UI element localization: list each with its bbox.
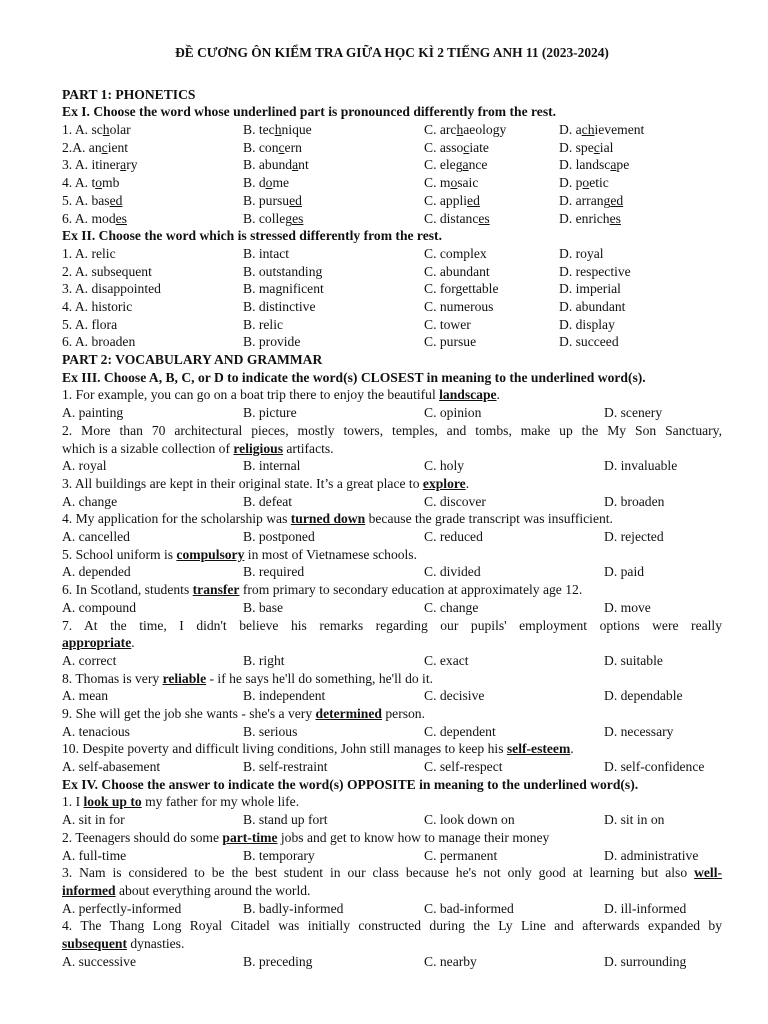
ex1-q3-option-d[interactable]: D. landscape [559,157,630,173]
ex2-q5-option-d[interactable]: D. display [559,316,615,332]
ex2-q6-options [62,333,722,351]
ex4-question-1: 1. I look up to my father for my whole life. [62,794,300,810]
ex4-q3-options [62,900,722,918]
ex3-q5-options [62,563,722,581]
ex4-q4-option-c[interactable]: C. nearby [424,953,477,969]
ex3-q5-option-a[interactable]: A. depended [62,564,131,580]
ex4-question-4-cont: subsequent dynasties. [62,936,185,952]
ex3-q10-options [62,758,722,776]
ex2-q1-option-a[interactable]: 1. A. relic [62,245,116,261]
ex2-q1-option-d[interactable]: D. royal [559,245,604,261]
ex2-q6-option-b[interactable]: B. provide [243,334,301,350]
document-page [62,44,722,970]
ex3-q3-option-c[interactable]: C. discover [424,493,486,509]
ex3-question-9: 9. She will get the job she wants - she's a very determined person. [62,706,426,721]
ex1-q5-options [62,192,722,210]
ex2-q3-options [62,280,722,298]
ex3-q3-options [62,493,722,511]
ex2-q2-option-d[interactable]: D. respective [559,263,631,279]
ex2-rows [62,245,722,351]
ex3-q8-option-d[interactable]: D. dependable [604,688,683,704]
ex1-q5-option-c[interactable]: C. applied [424,192,480,208]
ex3-q5-option-d[interactable]: D. paid [604,564,645,580]
ex3-items [62,386,722,775]
ex3-q8-option-a[interactable]: A. mean [62,688,109,704]
ex1-q4-option-a[interactable]: 4. A. tomb [62,175,120,191]
ex1-q3-option-c[interactable]: C. elegance [424,157,488,173]
ex3-question-8: 8. Thomas is very reliable - if he says he'll do something, he'll do it. [62,670,434,686]
ex4-heading: Ex IV. Choose the answer to indicate the word(s) OPPOSITE in meaning to the underlined word(s). [62,776,639,792]
ex3-q10-option-d[interactable]: D. self-confidence [604,759,705,775]
ex2-q6-option-d[interactable]: D. succeed [559,334,619,350]
ex3-question-2-cont: which is a sizable collection of religious artifacts. [62,440,334,456]
ex1-q4-option-b[interactable]: B. dome [243,175,290,191]
ex2-q4-options [62,298,722,316]
ex3-q10-option-b[interactable]: B. self-restraint [243,759,328,775]
ex2-q4-option-b[interactable]: B. distinctive [243,299,316,314]
ex3-q6-options [62,599,722,617]
ex1-q3-option-a[interactable]: 3. A. itinerary [62,157,138,173]
ex4-q2-option-b[interactable]: B. temporary [243,847,315,863]
ex4-q4-option-a[interactable]: A. successive [62,953,136,969]
ex2-q1-option-b[interactable]: B. intact [243,245,290,261]
ex3-question-3: 3. All buildings are kept in their original state. It’s a great place to explore. [62,475,470,491]
ex2-q3-option-a[interactable]: 3. A. disappointed [62,281,161,297]
ex4-items [62,793,722,970]
ex2-q5-option-c[interactable]: C. tower [424,316,471,332]
ex3-question-4: 4. My application for the scholarship was turned down because the grade transcript was insufficient. [62,511,613,527]
ex2-q2-options [62,263,722,281]
ex4-q4-option-d[interactable]: D. surrounding [604,953,687,969]
ex1-q2-option-b[interactable]: B. concern [243,139,302,155]
ex1-q1-option-a[interactable]: 1. A. scholar [62,122,131,138]
ex3-q1-option-b[interactable]: B. picture [243,405,297,421]
ex3-q2-option-a[interactable]: A. royal [62,458,107,474]
ex1-heading: Ex I. Choose the word whose underlined part is pronounced differently from the rest. [62,104,557,120]
ex3-q4-option-c[interactable]: C. reduced [424,529,483,545]
ex3-q8-option-b[interactable]: B. independent [243,688,326,704]
ex3-q5-option-c[interactable]: C. divided [424,564,481,580]
ex2-q5-option-b[interactable]: B. relic [243,316,284,332]
ex3-q10-option-a[interactable]: A. self-abasement [62,759,161,775]
ex3-q1-option-a[interactable]: A. painting [62,405,124,421]
ex3-q4-option-b[interactable]: B. postponed [243,529,315,545]
part2-heading: PART 2: VOCABULARY AND GRAMMAR [62,352,323,368]
ex3-heading: Ex III. Choose A, B, C, or D to indicate the word(s) CLOSEST in meaning to the underlined word(s). [62,369,646,385]
ex4-q1-options [62,811,722,829]
ex4-q3-option-b[interactable]: B. badly-informed [243,900,344,916]
ex3-q6-option-a[interactable]: A. compound [62,599,137,615]
ex3-question-6: 6. In Scotland, students transfer from primary to secondary education at approximately age 12. [62,582,583,598]
ex4-q2-option-a[interactable]: A. full-time [62,847,127,863]
ex1-q6-option-d[interactable]: D. enriches [559,210,621,226]
ex4-q1-option-c[interactable]: C. look down on [424,812,515,828]
ex3-q4-option-d[interactable]: D. rejected [604,529,664,545]
ex4-q4-options [62,953,722,971]
ex3-q3-option-a[interactable]: A. change [62,493,118,509]
ex3-q1-option-c[interactable]: C. opinion [424,405,482,421]
ex3-q1-options [62,404,722,422]
ex1-q3-options [62,156,722,174]
ex3-q7-options [62,652,722,670]
ex3-q8-options [62,687,722,705]
ex2-q5-options [62,316,722,334]
ex2-q2-option-c[interactable]: C. abundant [424,263,490,279]
ex3-q8-option-c[interactable]: C. decisive [424,688,485,704]
ex4-q4-option-b[interactable]: B. preceding [243,953,313,969]
ex1-q4-option-c[interactable]: C. mosaic [424,175,479,191]
ex1-q5-option-a[interactable]: 5. A. based [62,192,123,208]
ex3-q9-option-c[interactable]: C. dependent [424,723,496,739]
ex3-q7-option-c[interactable]: C. exact [424,652,469,668]
ex3-q1-option-d[interactable]: D. scenery [604,405,663,421]
ex1-q3-option-b[interactable]: B. abundant [243,157,309,173]
ex4-question-3: 3. Nam is considered to be the best student in our class because he's not only good at learning but also well- [62,865,722,881]
ex3-q4-options [62,528,722,546]
ex3-q2-options [62,457,722,475]
ex1-q1-option-b[interactable]: B. technique [243,122,312,138]
ex4-q1-option-a[interactable]: A. sit in for [62,812,125,828]
ex3-q7-option-a[interactable]: A. correct [62,652,117,668]
ex1-q4-option-d[interactable]: D. poetic [559,175,609,191]
ex1-q5-option-d[interactable]: D. arranged [559,192,624,208]
ex1-q6-options [62,210,722,228]
ex1-q6-option-c[interactable]: C. distances [424,210,490,226]
ex3-question-7: 7. At the time, I didn't believe his remarks regarding our pupils' employment options were really [62,617,722,633]
document-title: ĐỀ CƯƠNG ÔN KIỂM TRA GIỮA HỌC KÌ 2 TIẾNG ANH 11 (2023-2024) [175,45,609,60]
ex2-q4-option-a[interactable]: 4. A. historic [62,299,133,314]
ex4-q1-option-d[interactable]: D. sit in on [604,812,665,828]
ex3-question-2: 2. More than 70 architectural pieces, mostly towers, temples, and tombs, make up the My Son Sanctuary, [62,422,722,438]
ex3-q2-option-d[interactable]: D. invaluable [604,458,678,474]
ex3-q5-option-b[interactable]: B. required [243,564,305,580]
ex2-q4-option-c[interactable]: C. numerous [424,299,494,314]
ex2-heading: Ex II. Choose the word which is stressed differently from the rest. [62,228,442,244]
part1-heading: PART 1: PHONETICS [62,86,196,102]
ex1-q1-options [62,121,722,139]
ex3-q6-option-b[interactable]: B. base [243,599,284,615]
ex3-q9-option-a[interactable]: A. tenacious [62,723,130,739]
ex1-q2-option-a[interactable]: 2.A. ancient [62,139,129,155]
ex2-q4-option-d[interactable]: D. abundant [559,299,626,314]
ex2-q1-options [62,245,722,263]
ex1-q2-options [62,139,722,157]
ex3-question-1: 1. For example, you can go on a boat trip there to enjoy the beautiful landscape. [62,387,500,403]
ex3-question-5: 5. School uniform is compulsory in most of Vietnamese schools. [62,546,418,562]
ex3-q3-option-d[interactable]: D. broaden [604,493,665,509]
ex3-question-10: 10. Despite poverty and difficult living conditions, John still manages to keep his self-esteem. [62,741,574,757]
ex1-q2-option-d[interactable]: D. special [559,139,614,155]
ex1-rows [62,121,722,227]
ex4-question-3-cont: informed about everything around the world. [62,882,311,898]
ex1-q4-options [62,174,722,192]
ex2-q3-option-b[interactable]: B. magnificent [243,281,324,297]
ex3-q7-option-b[interactable]: B. right [243,652,285,668]
ex2-q2-option-b[interactable]: B. outstanding [243,263,323,279]
ex2-q2-option-a[interactable]: 2. A. subsequent [62,263,152,279]
ex3-question-7-cont: appropriate. [62,635,135,651]
ex3-q7-option-d[interactable]: D. suitable [604,652,663,668]
ex3-q6-option-d[interactable]: D. move [604,599,651,615]
ex3-q6-option-c[interactable]: C. change [424,599,479,615]
ex3-q9-option-b[interactable]: B. serious [243,723,298,739]
ex1-q2-option-c[interactable]: C. associate [424,139,489,155]
ex1-q6-option-b[interactable]: B. colleges [243,210,304,226]
ex4-q3-option-a[interactable]: A. perfectly-informed [62,900,182,916]
ex4-q2-option-d[interactable]: D. administrative [604,847,699,863]
ex1-q6-option-a[interactable]: 6. A. modes [62,210,127,226]
ex2-q3-option-d[interactable]: D. imperial [559,281,621,297]
ex3-q3-option-b[interactable]: B. defeat [243,493,293,509]
ex1-q1-option-c[interactable]: C. archaeology [424,122,507,138]
ex1-q5-option-b[interactable]: B. pursued [243,192,302,208]
ex2-q5-option-a[interactable]: 5. A. flora [62,316,118,332]
ex4-q1-option-b[interactable]: B. stand up fort [243,812,328,828]
ex2-q6-option-a[interactable]: 6. A. broaden [62,334,136,350]
ex1-q1-option-d[interactable]: D. achievement [559,122,645,138]
ex2-q1-option-c[interactable]: C. complex [424,245,487,261]
ex3-q2-option-c[interactable]: C. holy [424,458,465,474]
ex4-question-2: 2. Teenagers should do some part-time jobs and get to know how to manage their money [62,829,550,845]
ex2-q3-option-c[interactable]: C. forgettable [424,281,499,297]
ex4-question-4: 4. The Thang Long Royal Citadel was initially constructed during the Ly Line and afterwards expanded by [62,918,722,934]
ex3-q10-option-c[interactable]: C. self-respect [424,759,503,775]
ex4-q2-options [62,847,722,865]
ex4-q3-option-d[interactable]: D. ill-informed [604,900,687,916]
ex3-q9-options [62,723,722,741]
ex2-q6-option-c[interactable]: C. pursue [424,334,477,350]
ex3-q4-option-a[interactable]: A. cancelled [62,529,130,545]
ex3-q2-option-b[interactable]: B. internal [243,458,301,474]
ex4-q3-option-c[interactable]: C. bad-informed [424,900,514,916]
ex3-q9-option-d[interactable]: D. necessary [604,723,674,739]
ex4-q2-option-c[interactable]: C. permanent [424,847,498,863]
